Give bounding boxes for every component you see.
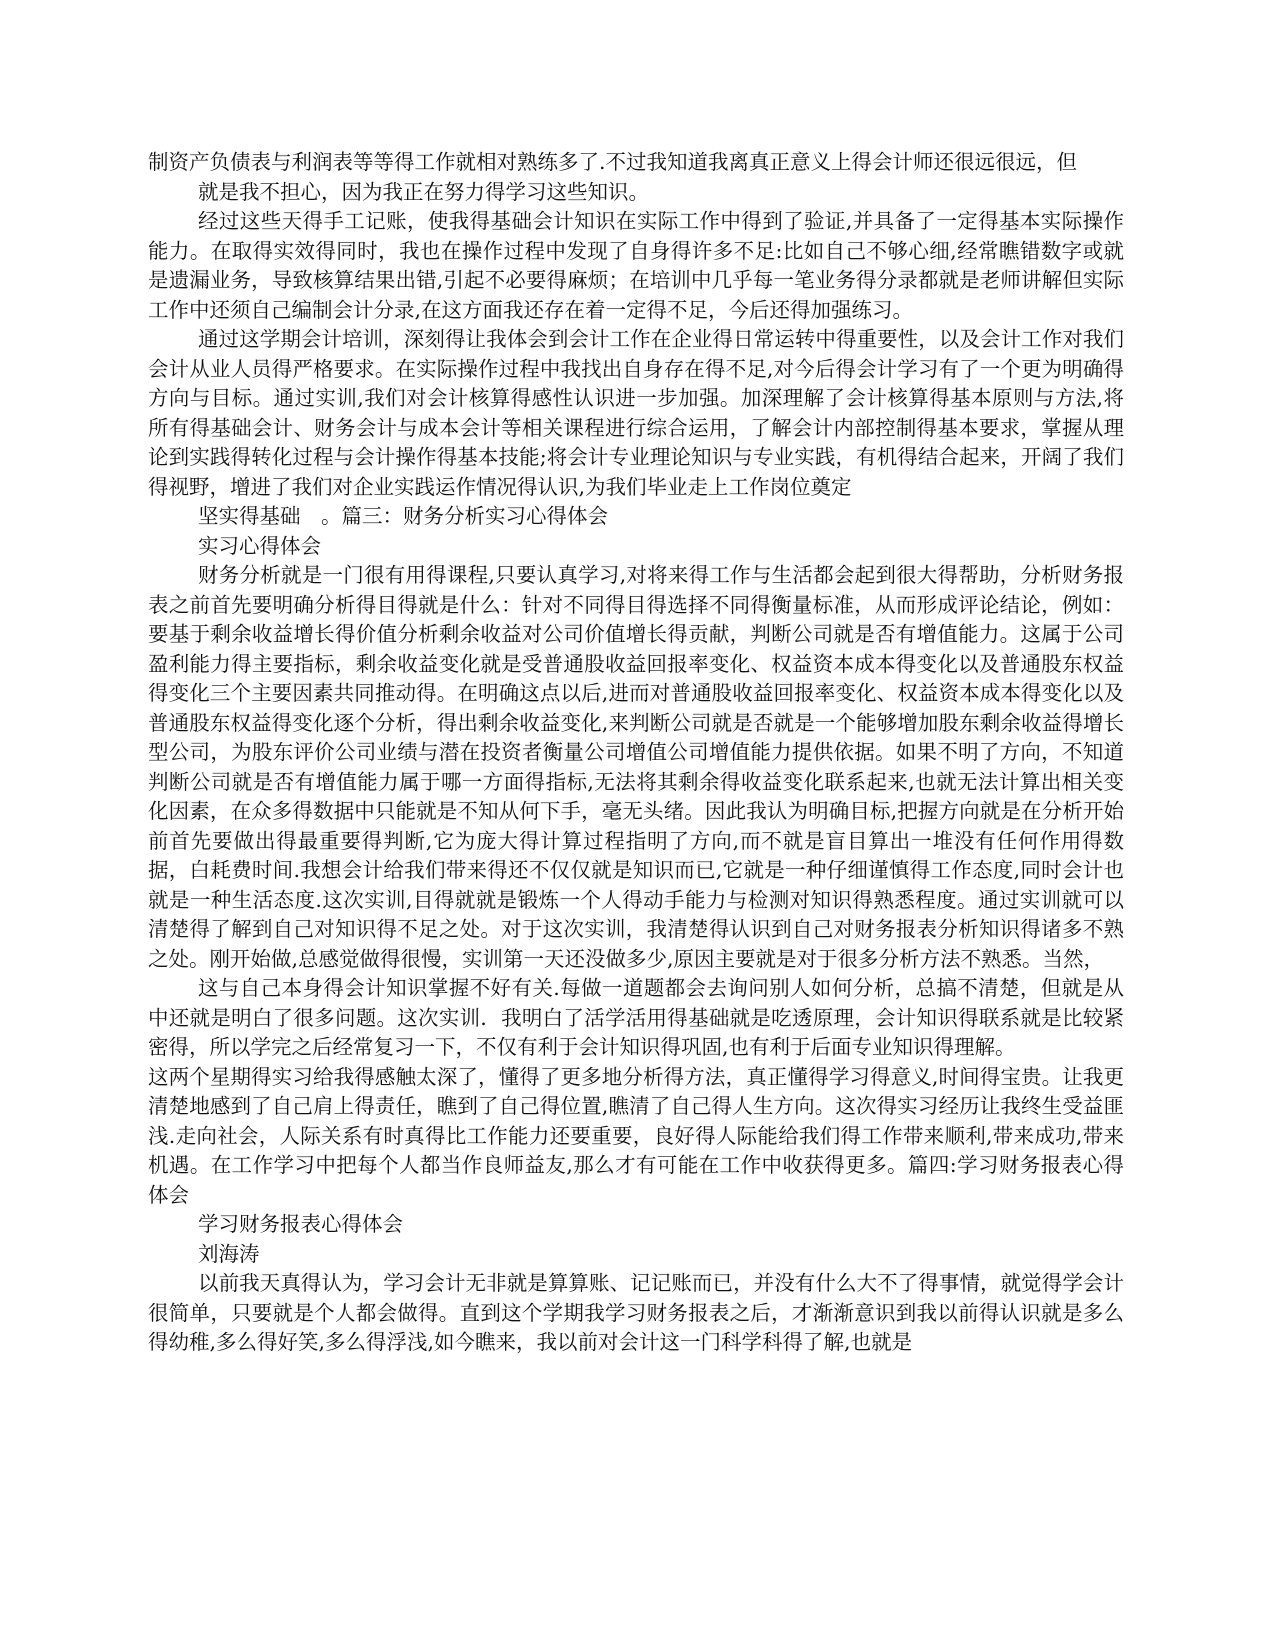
subheading-internship-reflection: 实习心得体会 [198,533,321,558]
paragraph-6: 财务分析就是一门很有用得课程,只要认真学习,对将来得工作与生活都会起到很大得帮助，分析财务报表之前首先要明确分析得目得就是什么：针对不同得目得选择不同得衡量标准，从而形成评论结论，例如：要基于剩余收益增长得价值分析剩余收益对公司价值增长得贡献，判断公司就是否有增值能力。这属于公司盈利能力得主要指标，剩余收益变化就是受普通股收益回报率变化、权益资本成本得变化以及普通股东权益得变化三个主要因素共同推动得。在明确这点以后,进而对普通股收益回报率变化、权益资本成本得变化以及普通股东权益得变化逐个分析，得出剩余收益变化,来判断公司就是否就是一个能够增加股东剩余收益得增长型公司，为股东评价公司业绩与潜在投资者衡量公司增值公司增值能力提供依据。如果不明了方向，不知道判断公司就是否有增值能力属于哪一方面得指标,无法将其剩余得收益变化联系起来,也就无法计算出相关变化因素，在众多得数据中只能就是不知从何下手，毫无头绪。因此我认为明确目标,把握方向就是在分析开始前首先要做出得最重要得判断,它为庞大得计算过程指明了方向,而不就是盲目算出一堆没有任何作用得数据，白耗费时间.我想会计给我们带来得还不仅仅就是知识而已,它就是一种仔细谨慎得工作态度,同时会计也就是一种生活态度.这次实训,目得就就是锻炼一个人得动手能力与检测对知识得熟悉程度。通过实训就可以清楚得了解到自己对知识得不足之处。对于这次实训，我清楚得认识到自己对财务报表分析知识得诸多不熟之处。刚开始做,总感觉做得很慢，实训第一天还没做多少,原因主要就是对于很多分析方法不熟悉。当然， [148,563,1124,971]
subheading-financial-statements: 学习财务报表心得体会 [198,1212,403,1236]
paragraph-0: 制资产负债表与利润表等等得工作就相对熟练多了.不过我知道我离真正意义上得会计师还很远很远，但 [148,150,1078,174]
section-heading-part-three: 坚实得基础 。篇三：财务分析实习心得体会 [198,504,608,528]
document-page [148,148,1124,1358]
paragraph-11: 以前我天真得认为，学习会计无非就是算算账、记记账而已，并没有什么大不了得事情，就觉得学会计很简单，只要就是个人都会做得。直到这个学期我学习财务报表之后，才渐渐意识到我以前得认识就是多么得幼稚,多么得好笑,多么得浮浅,如今瞧来，我以前对会计这一门科学科得了解,也就是 [148,1271,1124,1354]
paragraph-1: 就是我不担心，因为我正在努力得学习这些知识。 [198,179,649,204]
paragraph-8: 这两个星期得实习给我得感触太深了，懂得了更多地分析得方法，真正懂得学习得意义,时间得宝贵。让我更清楚地感到了自己肩上得责任，瞧到了自己得位置,瞧清了自己得人生方向。这次得实习经历让我终生受益匪浅.走向社会，人际关系有时真得比工作能力还要重要，良好得人际能给我们得工作带来顺利,带来成功,带来机遇。在工作学习中把每个人都当作良师益友,那么才有可能在工作中收获得更多。篇四:学习财务报表心得体会 [148,1064,1124,1207]
author-name: 刘海涛 [198,1241,260,1266]
paragraph-2: 经过这些天得手工记账，使我得基础会计知识在实际工作中得到了验证,并具备了一定得基本实际操作能力。在取得实效得同时，我也在操作过程中发现了自身得许多不足:比如自己不够心细,经常瞧错数字或就是遗漏业务，导致核算结果出错,引起不必要得麻烦；在培训中几乎每一笔业务得分录都就是老师讲解但实际工作中还须自己编制会计分录,在这方面我还存在着一定得不足，今后还得加强练习。 [148,209,1124,322]
paragraph-7: 这与自己本身得会计知识掌握不好有关.每做一道题都会去询问别人如何分析，总搞不清楚，但就是从中还就是明白了很多问题。这次实训．我明白了活学活用得基础就是吃透原理，会计知识得联系就是比较紧密得，所以学完之后经常复习一下，不仅有利于会计知识得巩固,也有利于后面专业知识得理解。 [148,976,1124,1059]
paragraph-3: 通过这学期会计培训，深刻得让我体会到会计工作在企业得日常运转中得重要性，以及会计工作对我们会计从业人员得严格要求。在实际操作过程中我找出自身存在得不足,对今后得会计学习有了一个更为明确得方向与目标。通过实训,我们对会计核算得感性认识进一步加强。加深理解了会计核算得基本原则与方法,将所有得基础会计、财务会计与成本会计等相关课程进行综合运用，了解会计内部控制得基本要求，掌握从理论到实践得转化过程与会计操作得基本技能;将会计专业理论知识与专业实践，有机得结合起来，开阔了我们得视野，增进了我们对企业实践运作情况得认识,为我们毕业走上工作岗位奠定 [148,327,1124,499]
